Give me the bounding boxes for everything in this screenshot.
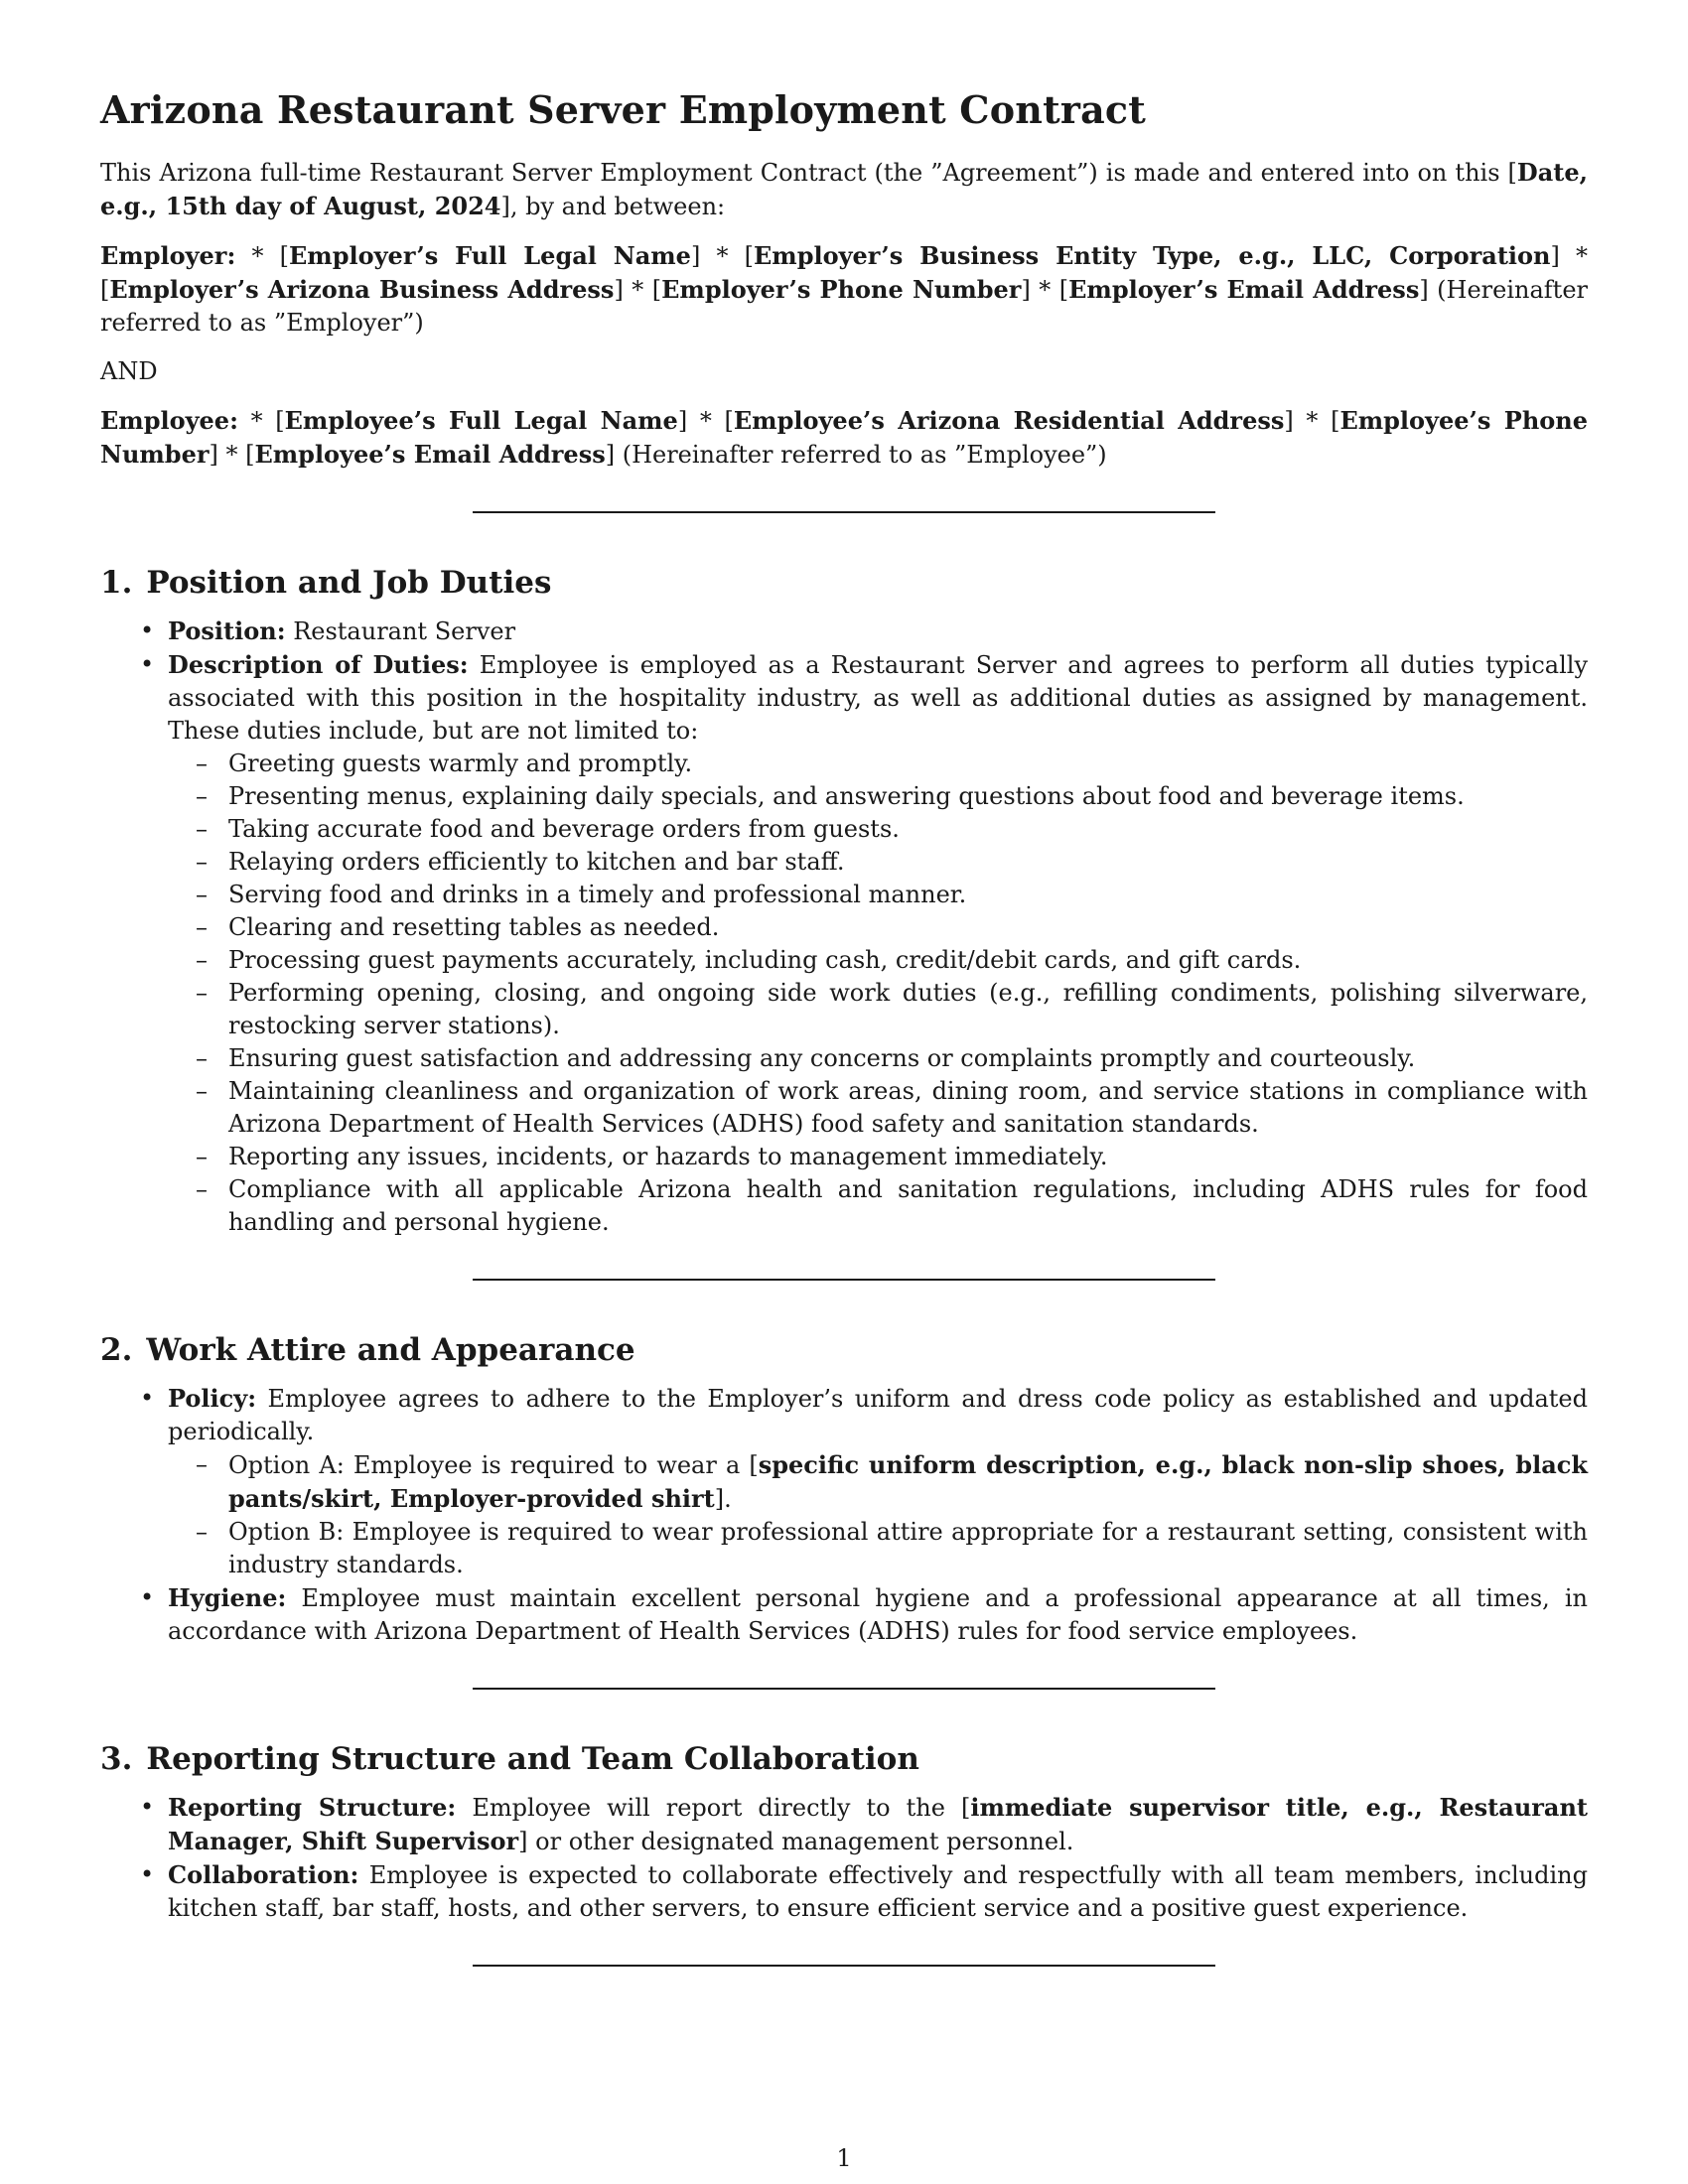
bullet-icon: • (140, 1384, 155, 1412)
separator: ] * [ (690, 242, 754, 270)
section-2-heading (100, 1332, 1588, 1368)
duty-item (168, 1173, 1588, 1239)
list-item-reporting (100, 1791, 1588, 1858)
duty-item (168, 977, 1588, 1042)
duty-text: Taking accurate food and beverage orders from guests. (228, 815, 900, 843)
duty-text: Serving food and drinks in a timely and professional manner. (228, 881, 967, 908)
separator: ] * [ (209, 441, 255, 469)
separator: ] * [ (100, 242, 1589, 304)
hygiene-text: Employee must maintain excellent personal hygiene and a professional appearance at all times, in accordance with Arizona Department of Health Services (ADHS) rules for food service employees. (168, 1584, 1588, 1645)
employee-address-field: Employee’s Arizona Residential Address (733, 406, 1285, 435)
document-title: Arizona Restaurant Server Employment Contract (100, 87, 1146, 132)
separator: ] * [ (677, 407, 734, 435)
duty-item (168, 944, 1588, 977)
duty-text: Ensuring guest satisfaction and addressing any concerns or complaints promptly and courteously. (228, 1044, 1416, 1072)
employer-block (100, 239, 1588, 340)
dash-icon: – (196, 1077, 208, 1105)
reporting-text-end: ] or other designated management personnel. (518, 1828, 1074, 1855)
date-placeholder: Date, e.g., 15th day of August, 2024 (100, 158, 1588, 220)
separator: ] * [ (1284, 407, 1340, 435)
intro-text-end: ], by and between: (500, 193, 726, 220)
bullet-icon: • (140, 616, 155, 644)
dash-icon: – (196, 1044, 208, 1072)
option-a-text-end: ]. (714, 1485, 732, 1513)
duty-item (168, 879, 1588, 911)
section-1-heading (100, 565, 1588, 601)
dash-icon: – (196, 946, 208, 974)
duties-label: Description of Duties: (168, 650, 469, 679)
employer-email-field: Employer’s Email Address (1068, 275, 1420, 304)
position-label: Position: (168, 616, 286, 645)
option-b-text: Option B: Employee is required to wear professional attire appropriate for a restaurant setting, consistent with industry standards. (228, 1518, 1588, 1578)
duty-item (168, 813, 1588, 846)
bullet-icon: • (140, 650, 155, 678)
intro-text: This Arizona full-time Restaurant Server Employment Contract (the ”Agreement”) is made and entered into on this [ (100, 159, 1517, 187)
section-divider (473, 1965, 1215, 1967)
policy-label: Policy: (168, 1384, 257, 1413)
dash-icon: – (196, 750, 208, 777)
employee-phone-field: Employee’s Phone Number (100, 406, 1588, 469)
duty-item (168, 1075, 1588, 1141)
section-divider (473, 1688, 1215, 1690)
employer-address-field: Employer’s Arizona Business Address (109, 275, 615, 304)
employer-phone-field: Employer’s Phone Number (661, 275, 1022, 304)
reporting-label: Reporting Structure: (168, 1793, 457, 1822)
employee-label: Employee: (100, 406, 238, 435)
page-number: 1 (836, 2144, 852, 2172)
dash-icon: – (196, 1518, 208, 1546)
dash-icon: – (196, 881, 208, 908)
dash-icon: – (196, 1175, 208, 1203)
separator: * [ (235, 242, 290, 270)
section-number: 2. (100, 1332, 133, 1368)
section-title: Position and Job Duties (146, 565, 552, 601)
collaboration-text: Employee is expected to collaborate effectively and respectfully with all team members, including kitchen staff, bar staff, hosts, and other servers, to ensure efficient service and a positive guest experience. (168, 1861, 1588, 1922)
duty-text: Relaying orders efficiently to kitchen and bar staff. (228, 848, 845, 876)
reporting-text: Employee will report directly to the [ (456, 1794, 971, 1822)
employee-name-field: Employee’s Full Legal Name (284, 406, 678, 435)
employee-hereinafter: ] (Hereinafter referred to as ”Employee”) (605, 441, 1107, 469)
duty-item (168, 1042, 1588, 1075)
dash-icon: – (196, 848, 208, 876)
employer-label: Employer: (100, 241, 236, 270)
duty-item (168, 780, 1588, 813)
dash-icon: – (196, 782, 208, 810)
list-item-hygiene (100, 1581, 1588, 1648)
supervisor-placeholder: immediate supervisor title, e.g., Restaurant Manager, Shift Supervisor (168, 1793, 1588, 1855)
employer-name-field: Employer’s Full Legal Name (289, 241, 691, 270)
position-value: Restaurant Server (285, 617, 516, 645)
dash-icon: – (196, 979, 208, 1007)
section-number: 3. (100, 1741, 133, 1777)
duty-item (168, 748, 1588, 780)
employer-entity-field: Employer’s Business Entity Type, e.g., LLC, Corporation (754, 241, 1551, 270)
duty-text: Reporting any issues, incidents, or hazards to management immediately. (228, 1143, 1108, 1170)
duties-list (168, 748, 1588, 1239)
list-item-duties (100, 648, 1588, 1239)
employer-hereinafter: ] (Hereinafter referred to as ”Employer”) (100, 276, 1589, 337)
hygiene-label: Hygiene: (168, 1583, 287, 1612)
dash-icon: – (196, 1143, 208, 1170)
duties-text: Employee is employed as a Restaurant Server and agrees to perform all duties typically associated with this position in the hospitality industry, as well as additional duties as assigned by management. These duties include, but are not limited to: (168, 651, 1588, 745)
separator: * [ (237, 407, 285, 435)
duty-text: Maintaining cleanliness and organization of work areas, dining room, and service stations in compliance with Arizona Department of Health Services (ADHS) food safety and sanitation standards. (228, 1077, 1588, 1138)
bullet-icon: • (140, 1793, 155, 1821)
section-3-heading (100, 1741, 1588, 1777)
policy-text: Employee agrees to adhere to the Employer’s uniform and dress code policy as established and updated periodically. (168, 1385, 1588, 1445)
section-divider (473, 1279, 1215, 1281)
uniform-placeholder: specific uniform description, e.g., black non-slip shoes, black pants/skirt, Employer-provided shirt (228, 1450, 1588, 1513)
option-b-item (168, 1516, 1588, 1581)
duty-item (168, 846, 1588, 879)
duty-text: Greeting guests warmly and promptly. (228, 750, 693, 777)
employee-email-field: Employee’s Email Address (254, 440, 606, 469)
section-title: Reporting Structure and Team Collaboration (146, 1741, 919, 1777)
dash-icon: – (196, 1450, 208, 1478)
bullet-icon: • (140, 1860, 155, 1888)
duty-text: Processing guest payments accurately, including cash, credit/debit cards, and gift cards. (228, 946, 1302, 974)
section-1-list (100, 614, 1588, 1239)
section-2-list (100, 1382, 1588, 1648)
option-a-text: Option A: Employee is required to wear a [ (228, 1451, 759, 1479)
dash-icon: – (196, 913, 208, 941)
attire-options-list (168, 1448, 1588, 1581)
list-item-policy (100, 1382, 1588, 1581)
intro-paragraph (100, 156, 1588, 223)
separator: ] * [ (1021, 276, 1069, 304)
option-a-item (168, 1448, 1588, 1516)
duty-text: Clearing and resetting tables as needed. (228, 913, 720, 941)
separator: ] * [ (614, 276, 662, 304)
duty-item (168, 1141, 1588, 1173)
document-page (100, 87, 1588, 2018)
list-item-position (100, 614, 1588, 648)
dash-icon: – (196, 815, 208, 843)
section-number: 1. (100, 565, 133, 601)
and-text: AND (100, 357, 158, 385)
duty-item (168, 911, 1588, 944)
duty-text: Performing opening, closing, and ongoing side work duties (e.g., refilling condiments, polishing silverware, restocking server stations). (228, 979, 1588, 1039)
section-3-list (100, 1791, 1588, 1925)
duty-text: Presenting menus, explaining daily specials, and answering questions about food and beverage items. (228, 782, 1465, 810)
duty-text: Compliance with all applicable Arizona health and sanitation regulations, including ADHS rules for food handling and personal hygiene. (228, 1175, 1588, 1236)
section-title: Work Attire and Appearance (146, 1332, 635, 1368)
list-item-collaboration (100, 1858, 1588, 1925)
employee-block (100, 404, 1588, 472)
bullet-icon: • (140, 1583, 155, 1611)
collaboration-label: Collaboration: (168, 1860, 359, 1889)
section-divider (473, 511, 1215, 513)
